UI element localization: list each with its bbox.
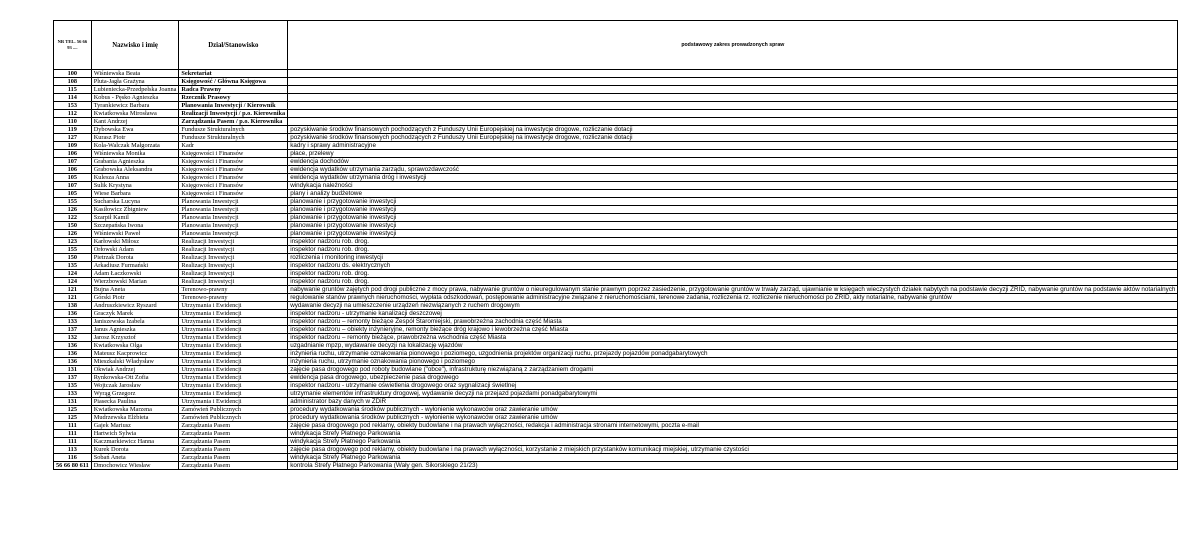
table-row (54, 70, 1178, 78)
tel-cell: 111 (54, 438, 92, 446)
name-cell: Jarosz Krzysztof (91, 334, 179, 342)
tel-cell: 124 (54, 278, 92, 286)
name-cell: Tyrankiewicz Barbara (91, 102, 179, 110)
name-cell: Arkadiusz Furmański (91, 262, 179, 270)
tel-cell: 112 (54, 110, 92, 118)
scope-cell: inspektor nadzoru – remonty bieżące, prawobrzeżna wschodnia część Miasta (288, 334, 1178, 342)
dept-cell: Utrzymania i Ewidencji (179, 326, 288, 334)
name-cell: Piasecka Paulina (91, 398, 179, 406)
scope-cell: inspektor nadzoru rob. drog. (288, 278, 1178, 286)
name-cell: Okwiak Andrzej (91, 366, 179, 374)
name-cell: Kola-Walczak Małgorzata (91, 142, 179, 150)
header-row (54, 21, 1178, 70)
scope-cell: regulowanie stanów prawnych nieruchomości, wypłata odszkodowań, postępowanie administracyjne związane z nieruchomościami, terenowe zadania, rozliczenia rz. rozliczenie nieruchomości po ZRID, akty notarialne, nabywanie gruntów (288, 294, 1178, 302)
tel-cell: 111 (54, 430, 92, 438)
name-cell: Wiese Barbara (91, 190, 179, 198)
name-cell: Sucharska Lucyna (91, 198, 179, 206)
dept-cell: Zarządzania Pasem (179, 446, 288, 454)
dept-cell: Księgowości i Finansów (179, 190, 288, 198)
scope-cell: procedury wydatkowania środków publicznych - wyłonienie wykonawców oraz zawieranie umów (288, 414, 1178, 422)
tel-cell: 125 (54, 414, 92, 422)
dept-cell: Realizacji Inwestycji / p.o. Kierownika (179, 110, 288, 118)
tel-cell: 135 (54, 382, 92, 390)
dept-cell: Planowania Inwestycji (179, 198, 288, 206)
scope-cell: zajęcie pasa drogowego pod reklamy, obiekty budowlane i na prawach wyłączności, redakcja i administracja stronami internetowymi, poczta e-mail (288, 422, 1178, 430)
dept-cell: Zarządzania Pasem (179, 438, 288, 446)
scope-cell: planowanie i przygotowanie inwestycji (288, 206, 1178, 214)
header-dept: Dział/Stanowisko (179, 21, 288, 70)
scope-cell (288, 86, 1178, 94)
name-cell: Grabania Agnieszka (91, 158, 179, 166)
tel-cell: 136 (54, 310, 92, 318)
scope-cell: windykacja Strefy Płatnego Parkowania (288, 454, 1178, 462)
scope-cell: planowanie i przygotowanie inwestycji (288, 214, 1178, 222)
table-row (54, 454, 1178, 462)
scope-cell: planowanie i przygotowanie inwestycji (288, 222, 1178, 230)
tel-cell: 106 (54, 150, 92, 158)
dept-cell: Fundusze Strukturalnych (179, 126, 288, 134)
table-row (54, 398, 1178, 406)
scope-cell: zajęcie pasa drogowego pod roboty budowlane ("obce"), infrastrukturę niezwiązaną z zarządzaniem drogami (288, 366, 1178, 374)
name-cell: Sobań Aneta (91, 454, 179, 462)
dept-cell: Rzecznik Prasowy (179, 94, 288, 102)
dept-cell: Księgowości i Finansów (179, 150, 288, 158)
dept-cell: Planowania Inwestycji (179, 230, 288, 238)
tel-cell: 155 (54, 198, 92, 206)
dept-cell: Zarządzania Pasem / p.o. Kierownika (179, 118, 288, 126)
scope-cell: inspektor nadzoru ds. elektrycznych (288, 262, 1178, 270)
table-row (54, 174, 1178, 182)
table-row (54, 86, 1178, 94)
name-cell: Gajek Mariusz (91, 422, 179, 430)
name-cell: Andruszkiewicz Ryszard (91, 302, 179, 310)
scope-cell: pozyskiwanie środków finansowych pochodzących z Funduszy Unii Europejskiej na inwestycje drogowe, rozliczanie dotacji (288, 126, 1178, 134)
scope-cell: kontrola Strefy Płatnego Parkowania (Wały gen. Sikorskiego 21/23) (288, 462, 1178, 470)
dept-cell: Księgowość / Główna Księgowa (179, 78, 288, 86)
dept-cell: Zamówień Publicznych (179, 414, 288, 422)
dept-cell: Realizacji Inwestycji (179, 262, 288, 270)
tel-cell: 115 (54, 86, 92, 94)
tel-cell: 125 (54, 406, 92, 414)
tel-cell: 135 (54, 262, 92, 270)
scope-cell: inspektor nadzoru – remonty bieżące Zespół Staromiejski, prawobrzeżna zachodnia część Miasta (288, 318, 1178, 326)
name-cell: Kwiatkowska Mirosława (91, 110, 179, 118)
tel-cell: 109 (54, 142, 92, 150)
scope-cell: windykacja Strefy Płatnego Parkowania (288, 430, 1178, 438)
table-row (54, 270, 1178, 278)
table-row (54, 358, 1178, 366)
tel-cell: 131 (54, 398, 92, 406)
table-row (54, 206, 1178, 214)
name-cell: Kwiatkowska Olga (91, 342, 179, 350)
table-row (54, 102, 1178, 110)
tel-cell: 119 (54, 126, 92, 134)
name-cell: Wiśniewska Monika (91, 150, 179, 158)
name-cell: Kulesza Anna (91, 174, 179, 182)
tel-cell: 136 (54, 342, 92, 350)
dept-cell: Realizacji Inwestycji (179, 278, 288, 286)
scope-cell: planowanie i przygotowanie inwestycji (288, 230, 1178, 238)
tel-cell: 137 (54, 326, 92, 334)
name-cell: Grabowska Aleksandra (91, 166, 179, 174)
scope-cell: nabywanie gruntów zajętych pod drogi publiczne z mocy prawa, nabywanie gruntów o nieuregulowanym stanie prawnym poprzez zasiedzenie, przygotowanie gruntów w trwały zarząd, ujawnianie w księgach wieczystych działek nabytych na podstawie decyzji ZRID, nabywanie gruntów na podstawie aktów notarialnych (288, 286, 1178, 294)
scope-cell: administrator bazy danych w ZDiR (288, 398, 1178, 406)
scope-cell: płace, przelewy (288, 150, 1178, 158)
scope-cell: kadry i sprawy administracyjne (288, 142, 1178, 150)
dept-cell: Utrzymania i Ewidencji (179, 382, 288, 390)
dept-cell: Planowania Inwestycji (179, 214, 288, 222)
dept-cell: Utrzymania i Ewidencji (179, 334, 288, 342)
scope-cell: zajęcie pasa drogowego pod reklamy, obiekty budowlane i na prawach wyłączności, korzystanie z miejskich przystanków komunikacji miejskiej, utrzymanie czystości (288, 446, 1178, 454)
table-row (54, 254, 1178, 262)
tel-cell: 122 (54, 214, 92, 222)
table-row (54, 78, 1178, 86)
table-row (54, 222, 1178, 230)
scope-cell: ewidencja pasa drogowego, ubezpieczenie pasa drogowego (288, 374, 1178, 382)
tel-cell: 126 (54, 230, 92, 238)
name-cell: Pluta-Jagła Grażyna (91, 78, 179, 86)
name-cell: Wierzbowski Marian (91, 278, 179, 286)
table-row (54, 166, 1178, 174)
scope-cell: plany i analizy budżetowe (288, 190, 1178, 198)
tel-cell: 126 (54, 206, 92, 214)
scope-cell (288, 94, 1178, 102)
name-cell: Wyrąg Grzegorz (91, 390, 179, 398)
scope-cell: inżynieria ruchu, utrzymanie oznakowania pionowego i poziomego, uzgodnienia projektów organizacji ruchu, przejazdy pojazdów ponadgabarytowych (288, 350, 1178, 358)
tel-cell: 131 (54, 366, 92, 374)
scope-cell: ewidencja wydatków utrzymania zarządu, sprawozdawczość (288, 166, 1178, 174)
tel-cell: 127 (54, 134, 92, 142)
dept-cell: Zarządzania Pasem (179, 430, 288, 438)
name-cell: Mateusz Kacprowicz (91, 350, 179, 358)
scope-cell: pozyskiwanie środków finansowych pochodzących z Funduszy Unii Europejskiej na inwestycje drogowe, rozliczanie dotacji (288, 134, 1178, 142)
name-cell: Wojtczak Jarosław (91, 382, 179, 390)
scope-cell: utrzymanie elementów infrastruktury drogowej, wydawanie decyzji na przejazd pojazdami ponadgabarytowymi (288, 390, 1178, 398)
scope-cell: inspektor nadzoru – obiekty inżynieryjne, remonty bieżące dróg krajowo i lewobrzeżna część Miasta (288, 326, 1178, 334)
name-cell: Lubieniecka-Przedpełska Joanna (91, 86, 179, 94)
name-cell: Karłowski Miłosz (91, 238, 179, 246)
table-row (54, 462, 1178, 470)
scope-cell: ewidencja dochodów (288, 158, 1178, 166)
dept-cell: Planowania Inwestycji (179, 206, 288, 214)
name-cell: Adam Łaczkowski (91, 270, 179, 278)
scope-cell: rozliczenia i monitoring inwestycji (288, 254, 1178, 262)
dept-cell: Utrzymania i Ewidencji (179, 374, 288, 382)
tel-cell: 155 (54, 246, 92, 254)
table-row (54, 334, 1178, 342)
name-cell: Szczepańska Iwona (91, 222, 179, 230)
table-row (54, 374, 1178, 382)
tel-cell: 56 66 80 611 (54, 462, 92, 470)
name-cell: Wiśniewska Beata (91, 70, 179, 78)
name-cell: Janiszewska Izabela (91, 318, 179, 326)
dept-cell: Planowania Inwestycji (179, 222, 288, 230)
tel-cell: 121 (54, 294, 92, 302)
tel-cell: 133 (54, 390, 92, 398)
dept-cell: Księgowości i Finansów (179, 174, 288, 182)
dept-cell: Terenowo-prawny (179, 294, 288, 302)
dept-cell: Utrzymania i Ewidencji (179, 310, 288, 318)
tel-cell: 150 (54, 222, 92, 230)
tel-cell: 124 (54, 270, 92, 278)
table-row (54, 278, 1178, 286)
table-row (54, 294, 1178, 302)
table-row (54, 350, 1178, 358)
tel-cell: 136 (54, 358, 92, 366)
name-cell: Sulik Krystyna (91, 182, 179, 190)
name-cell: Graczyk Marek (91, 310, 179, 318)
name-cell: Kwiatkowska Marzena (91, 406, 179, 414)
tel-cell: 138 (54, 302, 92, 310)
name-cell: Górski Piotr (91, 294, 179, 302)
table-row (54, 110, 1178, 118)
dept-cell: Realizacji Inwestycji (179, 254, 288, 262)
table-row (54, 430, 1178, 438)
table-row (54, 94, 1178, 102)
scope-cell (288, 78, 1178, 86)
name-cell: Szarpił Kamil (91, 214, 179, 222)
tel-cell: 121 (54, 286, 92, 294)
name-cell: Dmochowicz Wiesław (91, 462, 179, 470)
dept-cell: Zarządzania Pasem (179, 462, 288, 470)
tel-cell: 114 (54, 94, 92, 102)
table-row (54, 126, 1178, 134)
tel-cell: 111 (54, 422, 92, 430)
table-row (54, 142, 1178, 150)
table-row (54, 238, 1178, 246)
table-row (54, 214, 1178, 222)
dept-cell: Utrzymania i Ewidencji (179, 342, 288, 350)
scope-cell (288, 102, 1178, 110)
header-tel: NR TEL. 56 66 93 .... (54, 21, 92, 70)
scope-cell: inspektor nadzoru rob. drog. (288, 246, 1178, 254)
table-row (54, 446, 1178, 454)
table-row (54, 150, 1178, 158)
name-cell: Mudrzewska Elżbieta (91, 414, 179, 422)
table-row (54, 246, 1178, 254)
scope-cell: planowanie i przygotowanie inwestycji (288, 198, 1178, 206)
table-row (54, 310, 1178, 318)
table-row (54, 118, 1178, 126)
name-cell: Kant Andrzej (91, 118, 179, 126)
name-cell: Janus Agnieszka (91, 326, 179, 334)
table-row (54, 198, 1178, 206)
tel-cell: 132 (54, 334, 92, 342)
dept-cell: Realizacji Inwestycji (179, 246, 288, 254)
table-row (54, 326, 1178, 334)
table-row (54, 414, 1178, 422)
directory-rows (54, 70, 1178, 470)
dept-cell: Utrzymania i Ewidencji (179, 302, 288, 310)
tel-cell: 107 (54, 158, 92, 166)
name-cell: Hartwich Sylwia (91, 430, 179, 438)
dept-cell: Kadr (179, 142, 288, 150)
table-row (54, 342, 1178, 350)
scope-cell (288, 70, 1178, 78)
table-row (54, 438, 1178, 446)
scope-cell: ewidencja wydatków utrzymania dróg i inwestycji (288, 174, 1178, 182)
name-cell: Kaczmarkiewicz Hanna (91, 438, 179, 446)
table-row (54, 422, 1178, 430)
tel-cell: 150 (54, 254, 92, 262)
tel-cell: 113 (54, 446, 92, 454)
table-row (54, 390, 1178, 398)
tel-cell: 123 (54, 238, 92, 246)
scope-cell: inspektor nadzoru rob. drog. (288, 238, 1178, 246)
tel-cell: 105 (54, 174, 92, 182)
tel-cell: 106 (54, 166, 92, 174)
dept-cell: Utrzymania i Ewidencji (179, 390, 288, 398)
name-cell: Kurek Dorota (91, 446, 179, 454)
tel-cell: 136 (54, 350, 92, 358)
dept-cell: Utrzymania i Ewidencji (179, 318, 288, 326)
dept-cell: Radca Prawny (179, 86, 288, 94)
scope-cell: uzgadnianie mpzp, wydawanie decyzji na lokalizację wjazdów (288, 342, 1178, 350)
dept-cell: Terenowo-prawny (179, 286, 288, 294)
name-cell: Mieszkalski Władysław (91, 358, 179, 366)
scope-cell: inspektor nadzoru - utrzymanie kanalizacji deszczowej (288, 310, 1178, 318)
table-row (54, 406, 1178, 414)
table-row (54, 262, 1178, 270)
tel-cell: 100 (54, 70, 92, 78)
tel-cell: 107 (54, 182, 92, 190)
dept-cell: Utrzymania i Ewidencji (179, 398, 288, 406)
dept-cell: Zarządzania Pasem (179, 422, 288, 430)
dept-cell: Planowania Inwestycji / Kierownik (179, 102, 288, 110)
dept-cell: Sekretariat (179, 70, 288, 78)
dept-cell: Realizacji Inwestycji (179, 238, 288, 246)
table-row (54, 230, 1178, 238)
scope-cell (288, 118, 1178, 126)
name-cell: Bujna Aneta (91, 286, 179, 294)
scope-cell: inspektor nadzoru - utrzymanie oświetlenia drogowego oraz sygnalizacji świetlnej (288, 382, 1178, 390)
scope-cell: wydawanie decyzji na umieszczenie urządzeń niezwiązanych z ruchem drogowym (288, 302, 1178, 310)
name-cell: Pietrzak Dorota (91, 254, 179, 262)
table-row (54, 134, 1178, 142)
tel-cell: 133 (54, 318, 92, 326)
scope-cell (288, 110, 1178, 118)
dept-cell: Księgowości i Finansów (179, 166, 288, 174)
table-row (54, 286, 1178, 294)
scope-cell: procedury wydatkowania środków publicznych - wyłonienie wykonawców oraz zawieranie umów (288, 406, 1178, 414)
name-cell: Kurasz Piotr (91, 134, 179, 142)
table-row (54, 158, 1178, 166)
dept-cell: Księgowości i Finansów (179, 158, 288, 166)
table-row (54, 382, 1178, 390)
scope-cell: inżynieria ruchu, utrzymanie oznakowania pionowego i poziomego (288, 358, 1178, 366)
table-row (54, 366, 1178, 374)
table-row (54, 190, 1178, 198)
name-cell: Dybowska Ewa (91, 126, 179, 134)
header-scope: podstawowy zakres prowadzonych spraw (288, 21, 1178, 70)
dept-cell: Fundusze Strukturalnych (179, 134, 288, 142)
dept-cell: Zamówień Publicznych (179, 406, 288, 414)
tel-cell: 153 (54, 102, 92, 110)
name-cell: Kobus - Pęsko Agnieszka (91, 94, 179, 102)
dept-cell: Zarządzania Pasem (179, 454, 288, 462)
name-cell: Orłowski Adam (91, 246, 179, 254)
table-row (54, 182, 1178, 190)
scope-cell: windykacja należności (288, 182, 1178, 190)
tel-cell: 116 (54, 454, 92, 462)
name-cell: Rynkowska-Ott Zofia (91, 374, 179, 382)
tel-cell: 137 (54, 374, 92, 382)
table-row (54, 302, 1178, 310)
header-name: Nazwisko i imię (91, 21, 179, 70)
name-cell: Kasiłowicz Zbigniew (91, 206, 179, 214)
dept-cell: Utrzymania i Ewidencji (179, 366, 288, 374)
dept-cell: Utrzymania i Ewidencji (179, 358, 288, 366)
tel-cell: 110 (54, 118, 92, 126)
dept-cell: Realizacji Inwestycji (179, 270, 288, 278)
table-row (54, 318, 1178, 326)
dept-cell: Księgowości i Finansów (179, 182, 288, 190)
tel-cell: 105 (54, 190, 92, 198)
dept-cell: Utrzymania i Ewidencji (179, 350, 288, 358)
name-cell: Wiśniewski Paweł (91, 230, 179, 238)
scope-cell: windykacja Strefy Płatnego Parkowania (288, 438, 1178, 446)
scope-cell: inspektor nadzoru rob. drog. (288, 270, 1178, 278)
tel-cell: 108 (54, 78, 92, 86)
phone-directory-table (53, 20, 1178, 470)
